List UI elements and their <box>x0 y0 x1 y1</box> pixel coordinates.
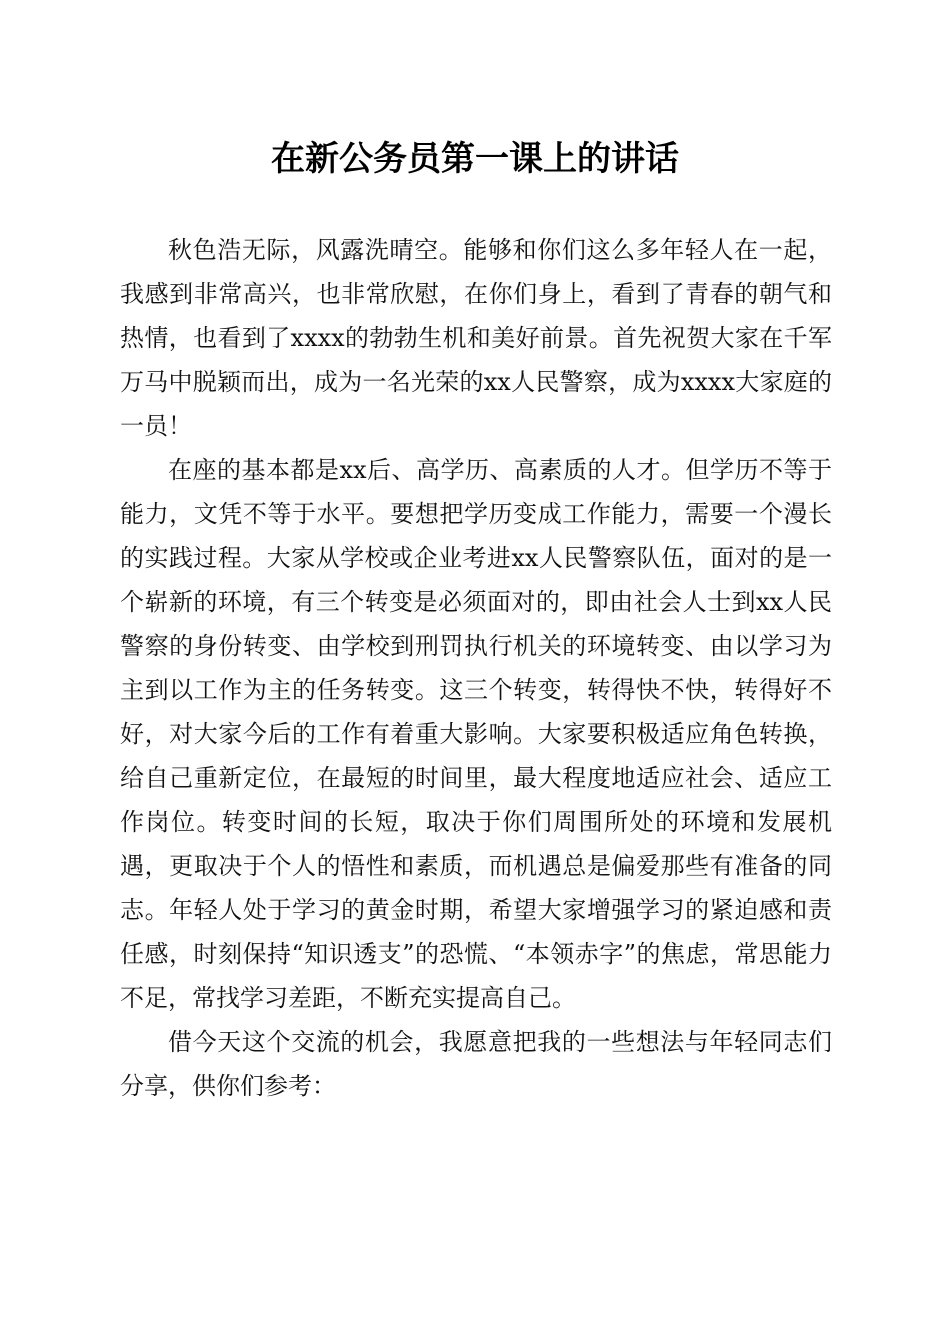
document-title: 在新公务员第一课上的讲话 <box>271 139 679 179</box>
document-body <box>120 228 832 1108</box>
paragraph-3: 借今天这个交流的机会，我愿意把我的一些想法与年轻同志们分享，供你们参考： <box>120 1028 832 1100</box>
paragraph-2: 在座的基本都是xx后、高学历、高素质的人才。但学历不等于能力，文凭不等于水平。要想把学历变成工作能力，需要一个漫长的实践过程。大家从学校或企业考进xx人民警察队伍，面对的是一个崭新的环境，有三个转变是必须面对的，即由社会人士到xx人民警察的身份转变、由学校到刑罚执行机关的环境转变、由以学习为主到以工作为主的任务转变。这三个转变，转得快不快，转得好不好，对大家今后的工作有着重大影响。大家要积极适应角色转换，给自己重新定位，在最短的时间里，最大程度地适应社会、适应工作岗位。转变时间的长短，取决于你们周围所处的环境和发展机遇，更取决于个人的悟性和素质，而机遇总是偏爱那些有准备的同志。年轻人处于学习的黄金时期，希望大家增强学习的紧迫感和责任感，时刻保持“知识透支”的恐慌、“本领赤字”的焦虑，常思能力不足，常找学习差距，不断充实提高自己。 <box>120 456 832 1012</box>
paragraph-1: 秋色浩无际，风露洗晴空。能够和你们这么多年轻人在一起，我感到非常高兴，也非常欣慰，在你们身上，看到了青春的朝气和热情，也看到了xxxx的勃勃生机和美好前景。首先祝贺大家在千军万马中脱颖而出，成为一名光荣的xx人民警察，成为xxxx大家庭的一员！ <box>120 236 832 440</box>
